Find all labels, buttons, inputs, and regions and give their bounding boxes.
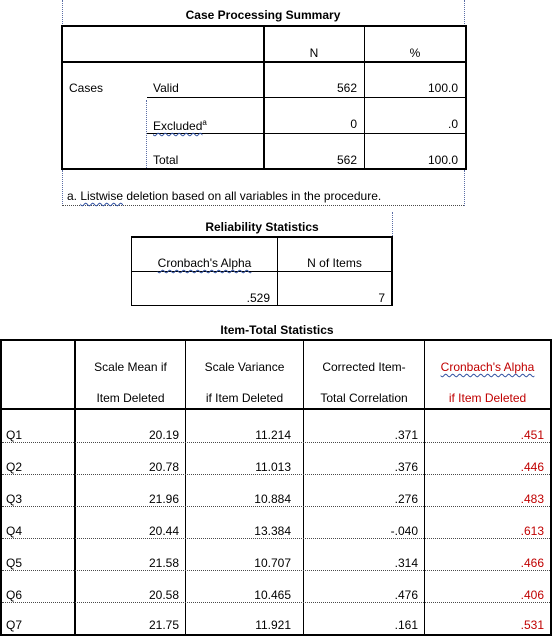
q5-variance: 10.707 xyxy=(254,556,291,570)
q7-variance: 11.921 xyxy=(255,618,291,632)
q7-alpha: .531 xyxy=(520,618,544,632)
total-n: 562 xyxy=(336,153,357,167)
col-header-alpha-if-deleted-line2: if Item Deleted xyxy=(448,391,527,405)
q6-variance: 10.465 xyxy=(254,588,291,602)
col-header-corrected-correlation: Corrected Item- xyxy=(322,360,406,374)
reliability-title: Reliability Statistics xyxy=(205,220,319,234)
q1-corr: .371 xyxy=(394,428,418,442)
q1-variance: 11.214 xyxy=(255,428,291,442)
q4-mean: 20.44 xyxy=(148,524,179,538)
row-label-excluded: Excluded$^a$ xyxy=(153,118,207,133)
q5-alpha: .466 xyxy=(520,556,544,570)
q1-alpha: .451 xyxy=(520,428,544,442)
q1-mean: 20.19 xyxy=(148,428,179,442)
col-header-scale-mean: Scale Mean if xyxy=(94,360,167,374)
cronbach-alpha-value: .529 xyxy=(246,291,270,305)
q4-variance: 13.384 xyxy=(254,524,291,538)
col-header-scale-mean-line2: Item Deleted xyxy=(96,391,165,405)
q3-alpha: .483 xyxy=(520,492,544,506)
valid-n: 562 xyxy=(336,81,357,95)
total-percent: 100.0 xyxy=(427,153,458,167)
q2-alpha: .446 xyxy=(520,460,544,474)
col-header-cronbach-alpha: Cronbach's Alpha xyxy=(157,256,252,270)
q6-mean: 20.58 xyxy=(148,588,179,602)
footnote: a. Listwise deletion based on all variables in the procedure. xyxy=(67,189,382,203)
col-header-scale-variance: Scale Variance xyxy=(204,360,285,374)
q7-corr: .161 xyxy=(394,618,418,632)
q2-variance: 11.013 xyxy=(255,460,291,474)
item-total-title: Item-Total Statistics xyxy=(220,323,334,337)
item-label-q2: Q2 xyxy=(6,460,23,474)
item-label-q5: Q5 xyxy=(6,556,23,570)
excluded-percent: .0 xyxy=(447,117,458,131)
q2-corr: .376 xyxy=(394,460,418,474)
col-header-alpha-if-deleted: Cronbach's Alpha xyxy=(440,360,535,374)
col-header-scale-variance-line2: if Item Deleted xyxy=(205,391,284,405)
col-header-corrected-correlation-line2: Total Correlation xyxy=(320,391,408,405)
q3-mean: 21.96 xyxy=(148,492,179,506)
q2-mean: 20.78 xyxy=(148,460,179,474)
item-label-q4: Q4 xyxy=(6,524,23,538)
q6-corr: .476 xyxy=(394,588,418,602)
q3-variance: 10.884 xyxy=(254,492,291,506)
excluded-n: 0 xyxy=(350,117,357,131)
dotted-frame-right xyxy=(464,0,465,26)
col-header-n-of-items: N of Items xyxy=(307,256,362,270)
row-label-valid: Valid xyxy=(153,81,179,95)
q7-mean: 21.75 xyxy=(148,618,179,632)
q5-mean: 21.58 xyxy=(148,556,179,570)
q5-corr: .314 xyxy=(394,556,418,570)
q3-corr: .276 xyxy=(394,492,418,506)
col-header-n: N xyxy=(309,46,319,60)
q6-alpha: .406 xyxy=(520,588,544,602)
q4-alpha: .613 xyxy=(520,524,544,538)
item-label-q6: Q6 xyxy=(6,588,23,602)
n-of-items-value: 7 xyxy=(378,291,385,305)
item-label-q1: Q1 xyxy=(6,428,23,442)
item-label-q3: Q3 xyxy=(6,492,23,506)
row-label-total: Total xyxy=(153,153,179,167)
valid-percent: 100.0 xyxy=(427,81,458,95)
case-processing-title: Case Processing Summary xyxy=(185,8,341,22)
q4-corr: -.040 xyxy=(390,524,418,538)
col-header-percent: % xyxy=(409,46,421,60)
row-group-cases: Cases xyxy=(69,81,104,95)
item-label-q7: Q7 xyxy=(6,618,23,632)
